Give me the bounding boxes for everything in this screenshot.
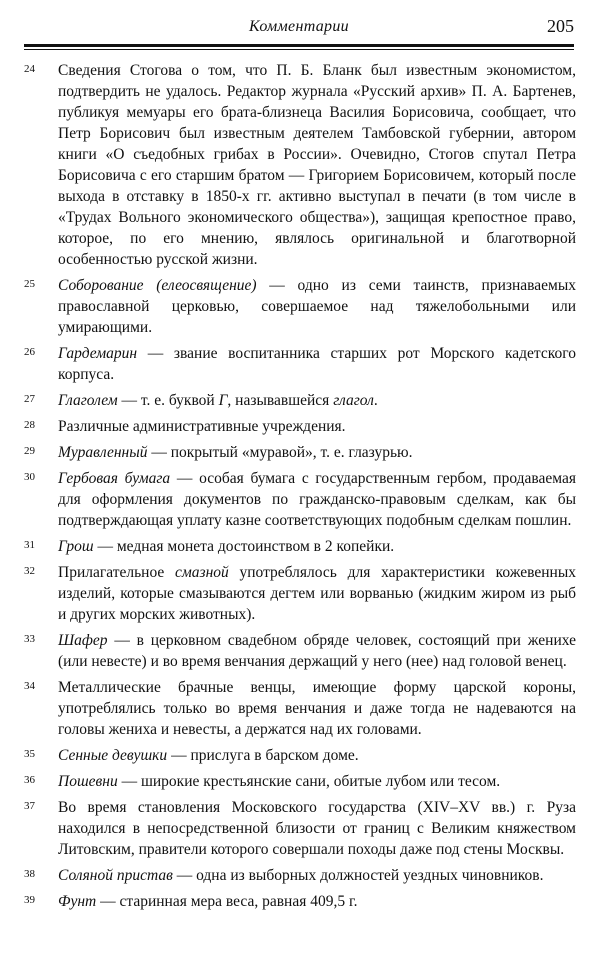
note-text (58, 275, 576, 338)
running-header (24, 16, 574, 40)
note-number: 29 (24, 445, 35, 457)
text-run: — широкие крестьянские сани, обитые лубом или тесом. (117, 773, 501, 790)
header-rule-thick (24, 44, 574, 47)
text-run: употреблялось для характеристики кожевенных изделий, которые смазываются дегтем или ворванью (жидким жиром из рыб и других морских животных). (58, 564, 577, 623)
note-text (58, 745, 576, 766)
note-text (58, 771, 576, 792)
note-38 (24, 865, 576, 886)
italic-term: Фунт (58, 893, 97, 910)
notes-list (24, 60, 576, 917)
note-number: 32 (24, 565, 35, 577)
note-25 (24, 275, 576, 338)
note-28 (24, 416, 576, 437)
note-text (58, 865, 576, 886)
italic-term: Шафер (58, 632, 108, 649)
page-number: 205 (547, 16, 574, 36)
note-number: 34 (24, 680, 35, 692)
note-32 (24, 562, 576, 625)
note-24 (24, 60, 576, 270)
text-run: Во время становления Московского государства (XIV–XV вв.) г. Руза находился в непосредственной близости от границ с Великим княжеством Литовским, правители которого совершали походы даже под стены Москвы. (58, 799, 576, 858)
note-text (58, 60, 576, 270)
note-number: 27 (24, 393, 35, 405)
note-text (58, 416, 576, 437)
note-number: 37 (24, 800, 35, 812)
running-title: Комментарии (249, 18, 349, 35)
italic-term: Глаголем (58, 392, 118, 409)
text-run: — прислуга в барском доме. (167, 747, 359, 764)
italic-term: Г (218, 392, 228, 409)
italic-term: глагол (333, 392, 374, 409)
note-text (58, 562, 576, 625)
italic-term: Гардемарин (58, 345, 138, 362)
note-text (58, 390, 576, 411)
text-run: — покрытый «муравой», т. е. глазурью. (147, 444, 413, 461)
italic-term: Соборование (елеосвящение) (58, 277, 257, 294)
italic-term: Грош (58, 538, 94, 555)
note-31 (24, 536, 576, 557)
note-26 (24, 343, 576, 385)
note-number: 25 (24, 278, 35, 290)
note-text (58, 630, 576, 672)
note-39 (24, 891, 576, 912)
note-text (58, 536, 576, 557)
text-run: Сведения Стогова о том, что П. Б. Бланк был известным экономистом, подтвердить не удалось. Редактор журнала «Русский архив» П. А. Бартенев, публикуя мемуары его брата-близнеца Василия Борисовича, сообщает, что Петр Борисович был известным деятелем Тамбовской губернии, автором книги «О съедобных грибах в России». Очевидно, Стогов спутал Петра Борисовича с его старшим братом — Григорием Борисовичем, который после выхода в отставку в 1850-х гг. активно выступал в печати (в том числе в «Трудах Вольного экономического общества»), защищая крепостное право, которое, по его мнению, являлось оригинальной и благотворной особенностью русской жизни. (58, 62, 576, 268)
note-text (58, 797, 576, 860)
italic-term: Пошевни (58, 773, 118, 790)
note-37 (24, 797, 576, 860)
text-run: — т. е. буквой (117, 392, 219, 409)
italic-term: смазной (175, 564, 229, 581)
italic-term: Соляной пристав (58, 867, 173, 884)
note-text (58, 343, 576, 385)
italic-term: Муравленный (58, 444, 148, 461)
text-run: — старинная мера веса, равная 409,5 г. (96, 893, 358, 910)
note-number: 35 (24, 748, 35, 760)
text-run: Металлические брачные венцы, имеющие форму царской короны, употреблялись только во время венчания и даже тогда не надеваются на головы жениха и невесты, а держатся над их головами. (58, 679, 576, 738)
text-run: — особая бумага с государственным гербом, продаваемая для оформления документов по гражданско-правовым сделкам, как бы подтверждающая уплату казне соответствующих подобным сделкам пошлин. (58, 470, 576, 529)
note-number: 31 (24, 539, 35, 551)
note-35 (24, 745, 576, 766)
note-36 (24, 771, 576, 792)
note-number: 38 (24, 868, 35, 880)
note-number: 33 (24, 633, 35, 645)
note-33 (24, 630, 576, 672)
note-number: 26 (24, 346, 35, 358)
note-29 (24, 442, 576, 463)
note-number: 28 (24, 419, 35, 431)
note-number: 39 (24, 894, 35, 906)
note-30 (24, 468, 576, 531)
text-run: — в церковном свадебном обряде человек, состоящий при женихе (или невесте) и во время венчания держащий у него (нее) над головой венец. (58, 632, 576, 670)
italic-term: Сенные девушки (58, 747, 168, 764)
note-text (58, 468, 576, 531)
note-text (58, 442, 576, 463)
text-run: , называвшейся (227, 392, 334, 409)
note-number: 30 (24, 471, 35, 483)
text-run: Прилагательное (58, 564, 175, 581)
text-run: — медная монета достоинством в 2 копейки. (93, 538, 395, 555)
italic-term: Гербовая бумага (58, 470, 171, 487)
note-text (58, 891, 576, 912)
text-run: Различные административные учреждения. (58, 418, 346, 435)
note-27 (24, 390, 576, 411)
text-run: . (373, 392, 378, 409)
text-run: — одна из выборных должностей уездных чиновников. (172, 867, 544, 884)
note-number: 36 (24, 774, 35, 786)
note-text (58, 677, 576, 740)
text-run: — звание воспитанника старших рот Морского кадетского корпуса. (58, 345, 576, 383)
note-34 (24, 677, 576, 740)
text-run: — одно из семи таинств, признаваемых православной церковью, совершаемое над тяжелобольными или умирающими. (58, 277, 577, 336)
header-rule-thin (24, 49, 574, 50)
note-number: 24 (24, 63, 35, 75)
